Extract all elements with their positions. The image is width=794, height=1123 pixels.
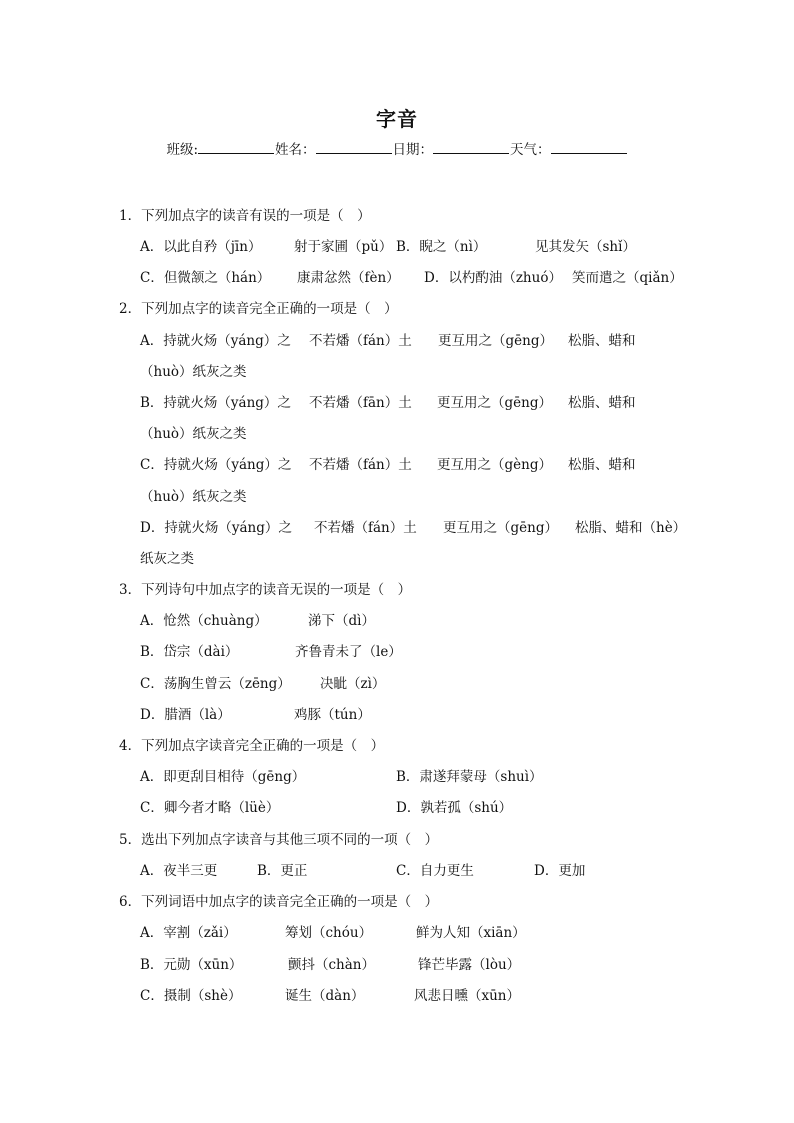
option-b-part-2: 见其发矢（shǐ） bbox=[535, 239, 636, 255]
option-b-part-2: 不若燔（fān）土 bbox=[309, 395, 412, 411]
student-info-line bbox=[0, 138, 794, 158]
option-c-part-2: 康肃忿然（fèn） bbox=[297, 270, 400, 286]
option-c-part-3: 更互用之（gèng） bbox=[437, 457, 552, 473]
question-6-stem: 6．下列词语中加点字的读音完全正确的一项是（ ） bbox=[119, 894, 439, 910]
option-c-part-1: C．摄制（shè） bbox=[140, 988, 242, 1004]
option-d-part-1: D．腊酒（là） bbox=[140, 707, 231, 723]
option-a-part-1: A．以此自矜（jīn） bbox=[140, 239, 262, 255]
option-b-part-1: B．岱宗（dài） bbox=[140, 644, 239, 660]
option-c-part-4: 松脂、蜡和 bbox=[568, 457, 636, 473]
option-c-part-3: 风悲日曛（xūn） bbox=[414, 988, 521, 1004]
option-a-part-3: 更互用之（gēng） bbox=[438, 333, 553, 349]
option-d-part-2: 不若燔（fán）土 bbox=[314, 520, 417, 536]
question-2-option-d-line-2: 纸灰之类 bbox=[140, 551, 194, 567]
option-b-part-2: 齐鲁青未了（le） bbox=[295, 644, 402, 660]
question-4-stem: 4．下列加点字读音完全正确的一项是（ ） bbox=[119, 738, 385, 754]
question-2-option-a-line-2: （huò）纸灰之类 bbox=[140, 364, 247, 380]
option-c: C．自力更生 bbox=[396, 863, 474, 879]
option-a-part-2: 不若燔（fán）土 bbox=[309, 333, 412, 349]
option-a-part-4: 松脂、蜡和 bbox=[568, 333, 636, 349]
option-d: D．更加 bbox=[534, 863, 586, 879]
option-a: A．即更刮目相待（gēng） bbox=[140, 769, 306, 785]
option-a-part-1: A．宰割（zǎi） bbox=[140, 925, 237, 941]
option-b-part-1: B．元勋（xūn） bbox=[140, 957, 243, 973]
question-2-option-c-line-2: （huò）纸灰之类 bbox=[140, 489, 247, 505]
question-2-option-b-line-2: （huò）纸灰之类 bbox=[140, 426, 247, 442]
option-c-part-2: 不若燔（fán）土 bbox=[309, 457, 412, 473]
option-c-part-1: C．但微颔之（hán） bbox=[140, 270, 271, 286]
option-a-part-2: 涕下（dì） bbox=[308, 613, 375, 629]
option-b: B．更正 bbox=[257, 863, 308, 879]
question-1-stem: 1．下列加点字的读音有误的一项是（ ） bbox=[119, 208, 371, 224]
option-a-part-3: 鲜为人知（xiān） bbox=[416, 925, 526, 941]
option-b-part-2: 颤抖（chàn） bbox=[288, 957, 375, 973]
option-b-part-1: B．持就火炀（yáng）之 bbox=[140, 395, 291, 411]
option-b: B．肃遂拜蒙母（shuì） bbox=[396, 769, 543, 785]
question-2-stem: 2．下列加点字的读音完全正确的一项是（ ） bbox=[119, 301, 398, 317]
option-c-part-2: 决眦（zì） bbox=[320, 676, 386, 692]
option-c-part-1: C．荡胸生曾云（zēng） bbox=[140, 676, 291, 692]
class-label: 班级: bbox=[166, 142, 199, 158]
option-b-part-3: 锋芒毕露（lòu） bbox=[418, 957, 521, 973]
option-d: D．孰若孤（shú） bbox=[396, 800, 513, 816]
option-a-part-2: 射于家圃（pǔ） bbox=[294, 239, 393, 255]
option-b-part-4: 松脂、蜡和 bbox=[568, 395, 636, 411]
option-d-part-2: 笑而遣之（qiǎn） bbox=[572, 270, 683, 286]
option-c: C．卿今者才略（lüè） bbox=[140, 800, 280, 816]
option-a: A．夜半三更 bbox=[140, 863, 218, 879]
option-d-part-1: D．持就火炀（yáng）之 bbox=[140, 520, 292, 536]
option-b-part-1: B．睨之（nì） bbox=[396, 239, 487, 255]
option-c-part-2: 诞生（dàn） bbox=[285, 988, 365, 1004]
option-a-part-1: A．持就火炀（yáng）之 bbox=[140, 333, 291, 349]
class-blank[interactable] bbox=[198, 139, 274, 154]
weather-blank[interactable] bbox=[551, 139, 627, 154]
page-title: 字音 bbox=[376, 107, 418, 131]
option-c-part-1: C．持就火炀（yáng）之 bbox=[140, 457, 292, 473]
question-5-stem: 5．选出下列加点字读音与其他三项不同的一项（ ） bbox=[119, 832, 439, 848]
date-blank[interactable] bbox=[433, 139, 509, 154]
weather-label: 天气： bbox=[510, 142, 551, 158]
option-a-part-2: 筹划（chóu） bbox=[285, 925, 373, 941]
date-label: 日期： bbox=[392, 142, 434, 158]
option-d-part-1: D．以杓酌油（zhuó） bbox=[424, 270, 562, 286]
option-d-part-4: 松脂、蜡和（hè） bbox=[575, 520, 687, 536]
option-d-part-2: 鸡豚（tún） bbox=[294, 707, 371, 723]
name-blank[interactable] bbox=[316, 139, 392, 154]
question-3-stem: 3．下列诗句中加点字的读音无误的一项是（ ） bbox=[119, 582, 412, 598]
name-label: 姓名： bbox=[275, 142, 316, 158]
option-b-part-3: 更互用之（gēng） bbox=[437, 395, 552, 411]
option-d-part-3: 更互用之（gēng） bbox=[443, 520, 558, 536]
option-a-part-1: A．怆然（chuàng） bbox=[140, 613, 268, 629]
